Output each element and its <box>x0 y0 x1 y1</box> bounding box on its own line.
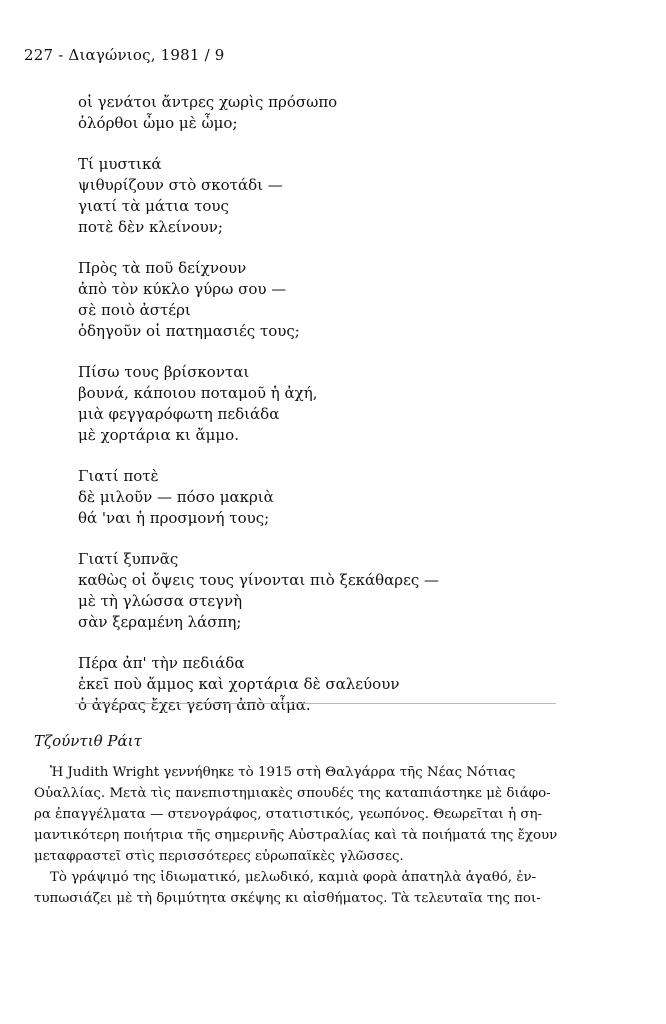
poem-line: ποτὲ δὲν κλείνουν; <box>78 218 223 236</box>
poem-line: ὁ ἀγέρας ἔχει γεύση ἀπὸ αἷμα. <box>78 696 311 714</box>
poem-line: μὲ χορτάρια κι ἄμμο. <box>78 426 239 444</box>
poem-line: Πίσω τους βρίσκονται <box>78 363 250 381</box>
poem-line: σὰν ξεραμένη λάσπη; <box>78 613 242 631</box>
stanza <box>78 258 598 342</box>
poem-line: ὁδηγοῦν οἱ πατημασιές τους; <box>78 322 300 340</box>
poem-line: ἐκεῖ ποὺ ἄμμος καὶ χορτάρια δὲ σαλεύουν <box>78 675 400 693</box>
bio-line: μεταφραστεῖ στὶς περισσότερες εὐρωπαϊκὲς γλῶσσες. <box>34 849 404 864</box>
poem-line: σὲ ποιὸ ἀστέρι <box>78 301 191 319</box>
poem-line: Τί μυστικά <box>78 155 162 173</box>
stanza <box>78 549 598 633</box>
poem-line: θά 'ναι ἡ προσμονή τους; <box>78 509 270 527</box>
poem-line: ἀπὸ τὸν κύκλο γύρω σου — <box>78 280 287 298</box>
poem-line: καθὼς οἱ ὄψεις τους γίνονται πιὸ ξεκάθαρες — <box>78 571 440 589</box>
poem-line: ψιθυρίζουν στὸ σκοτάδι — <box>78 176 283 194</box>
poem-line: Πέρα ἀπ' τὴν πεδιάδα <box>78 654 245 672</box>
poem-line: γιατί τὰ μάτια τους <box>78 197 229 215</box>
bio-line: Ἡ Judith Wright γεννήθηκε τὸ 1915 στὴ Θαλγάρρα τῆς Νέας Νότιας <box>50 765 516 780</box>
stanza <box>78 154 598 238</box>
bio-line: τυπωσιάζει μὲ τὴ δριμύτητα σκέψης κι αἰσθήματος. Τὰ τελευταῖα της ποι- <box>34 891 541 906</box>
bio-line: μαντικότερη ποιήτρια τῆς σημερινῆς Αὐστραλίας καὶ τὰ ποιήματά της ἔχουν <box>34 828 558 843</box>
bio-line: Οὐαλλίας. Μετὰ τὶς πανεπιστημιακὲς σπουδές της καταπιάστηκε μὲ διάφο- <box>34 786 551 801</box>
section-divider <box>75 703 556 704</box>
poem-line: δὲ μιλοῦν — πόσο μακριὰ <box>78 488 274 506</box>
stanza <box>78 92 598 134</box>
poem-line: οἱ γενάτοι ἄντρες χωρὶς πρόσωπο <box>78 93 338 111</box>
stanza <box>78 653 598 716</box>
bio-paragraph <box>34 762 566 909</box>
poem-line: βουνά, κάποιου ποταμοῦ ἡ ἀχή, <box>78 384 318 402</box>
poem-line: μὲ τὴ γλώσσα στεγνὴ <box>78 592 243 610</box>
poem-line: ὁλόρθοι ὦμο μὲ ὦμο; <box>78 114 238 132</box>
poem <box>78 92 598 736</box>
bio-heading: Τζούντιθ Ράιτ <box>34 732 142 750</box>
stanza <box>78 466 598 529</box>
bio-line: Τὸ γράψιμό της ἰδιωματικό, μελωδικό, καμιὰ φορὰ ἀπατηλὰ ἀγαθό, ἐν- <box>50 870 537 885</box>
poem-line: Πρὸς τὰ ποῦ δείχνουν <box>78 259 247 277</box>
running-head: 227 - Διαγώνιος, 1981 / 9 <box>24 46 225 64</box>
poem-line: Γιατί ποτὲ <box>78 467 159 485</box>
poem-line: Γιατί ξυπνᾶς <box>78 550 179 568</box>
poem-line: μιὰ φεγγαρόφωτη πεδιάδα <box>78 405 280 423</box>
stanza <box>78 362 598 446</box>
bio-line: ρα ἐπαγγέλματα — στενογράφος, στατιστικός, γεωπόνος. Θεωρεῖται ἡ ση- <box>34 807 543 822</box>
